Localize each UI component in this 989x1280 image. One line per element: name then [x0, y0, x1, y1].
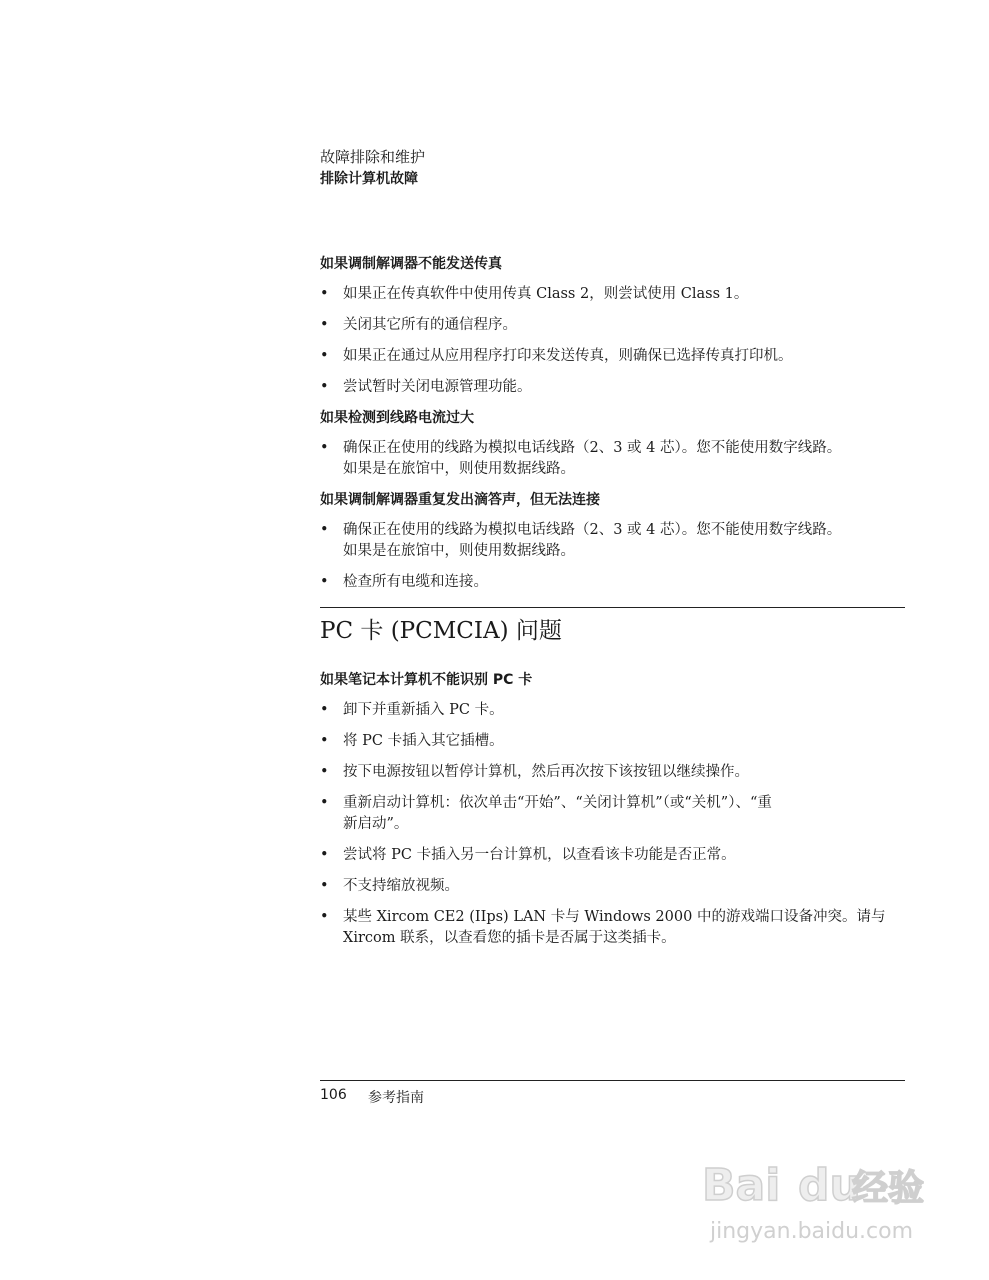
- running-header: [320, 146, 425, 190]
- bullet-item: [320, 315, 905, 336]
- bullet-item: [320, 731, 905, 752]
- bullet-dot-icon: •: [320, 348, 329, 364]
- bullet-text-line: Xircom 联系，以查看您的插卡是否属于这类插卡。: [343, 930, 676, 946]
- bullet-text-line: 尝试暂时关闭电源管理功能。: [343, 379, 532, 395]
- bullet-item: [320, 907, 905, 949]
- bullet-text-line: 如果正在通过从应用程序打印来发送传真，则确保已选择传真打印机。: [343, 348, 793, 364]
- bullet-item: [320, 845, 905, 866]
- section-subtitle: 排除计算机故障: [320, 171, 418, 187]
- bullet-dot-icon: •: [320, 764, 329, 780]
- page-footer: [320, 1080, 905, 1106]
- bullet-text-line: 如果是在旅馆中，则使用数据线路。: [343, 543, 575, 559]
- bullet-dot-icon: •: [320, 733, 329, 749]
- bullet-dot-icon: •: [320, 847, 329, 863]
- bullet-dot-icon: •: [320, 878, 329, 894]
- bullet-text-line: 如果是在旅馆中，则使用数据线路。: [343, 461, 575, 477]
- bullet-text-line: 检查所有电缆和连接。: [343, 574, 488, 590]
- chapter-title: 故障排除和维护: [320, 148, 426, 166]
- bullet-dot-icon: •: [320, 317, 329, 333]
- bullet-item: [320, 438, 905, 480]
- bullet-item: [320, 520, 905, 562]
- bullet-dot-icon: •: [320, 702, 329, 718]
- bullet-list: [320, 284, 905, 398]
- bullet-text-line: 确保正在使用的线路为模拟电话线路（2、3 或 4 芯）。您不能使用数字线路。: [343, 522, 842, 538]
- pc-card-heading: 如果笔记本计算机不能识别 PC 卡: [320, 672, 533, 688]
- pc-card-bullet-list: [320, 700, 905, 949]
- bullet-text-line: 不支持缩放视频。: [343, 878, 459, 894]
- section-heading: 如果调制解调器重复发出滴答声，但无法连接: [320, 492, 600, 508]
- bullet-text-line: 重新启动计算机：依次单击“开始”、“关闭计算机”（或“关机”）、“重: [343, 795, 772, 811]
- bullet-text-line: 如果正在传真软件中使用传真 Class 2，则尝试使用 Class 1。: [343, 286, 749, 302]
- section-heading: 如果调制解调器不能发送传真: [320, 256, 502, 272]
- troubleshoot-section: [320, 408, 905, 480]
- bullet-text-line: 新启动”。: [343, 816, 409, 832]
- watermark-brand: Bai: [702, 1160, 781, 1211]
- bullet-text-line: 按下电源按钮以暂停计算机，然后再次按下该按钮以继续操作。: [343, 764, 749, 780]
- bullet-text-line: 某些 Xircom CE2 (IIps) LAN 卡与 Windows 2000 中的游戏端口设备冲突。请与: [343, 909, 886, 925]
- footer-label: 参考指南: [368, 1090, 424, 1106]
- bullet-item: [320, 284, 905, 305]
- bullet-item: [320, 377, 905, 398]
- bullet-item: [320, 762, 905, 783]
- bullet-text-line: 卸下并重新插入 PC 卡。: [343, 702, 504, 718]
- modem-sections: [320, 254, 905, 593]
- pc-card-section-title: PC 卡 (PCMCIA) 问题: [320, 607, 905, 646]
- bullet-item: [320, 876, 905, 897]
- troubleshoot-section: [320, 490, 905, 593]
- bullet-item: [320, 346, 905, 367]
- bullet-dot-icon: •: [320, 286, 329, 302]
- bullet-text-line: 关闭其它所有的通信程序。: [343, 317, 517, 333]
- bullet-text-line: 确保正在使用的线路为模拟电话线路（2、3 或 4 芯）。您不能使用数字线路。: [343, 440, 842, 456]
- bullet-dot-icon: •: [320, 522, 329, 538]
- bullet-list: [320, 438, 905, 480]
- troubleshoot-section: [320, 254, 905, 398]
- bullet-list: [320, 520, 905, 593]
- bullet-dot-icon: •: [320, 795, 329, 811]
- watermark-brand-cn: 经验: [852, 1168, 925, 1209]
- page-number: 106: [320, 1087, 347, 1103]
- page-content: [320, 254, 905, 959]
- bullet-text-line: 尝试将 PC 卡插入另一台计算机，以查看该卡功能是否正常。: [343, 847, 736, 863]
- section-heading: 如果检测到线路电流过大: [320, 410, 474, 426]
- watermark-url: jingyan.baidu.com: [710, 1219, 914, 1244]
- bullet-text-line: 将 PC 卡插入其它插槽。: [343, 733, 504, 749]
- bullet-item: [320, 572, 905, 593]
- bullet-dot-icon: •: [320, 440, 329, 456]
- baidu-jingyan-watermark: [700, 1140, 940, 1250]
- bullet-dot-icon: •: [320, 909, 329, 925]
- watermark-brand2: du: [798, 1160, 861, 1211]
- bullet-item: [320, 700, 905, 721]
- bullet-dot-icon: •: [320, 379, 329, 395]
- bullet-item: [320, 793, 905, 835]
- bullet-dot-icon: •: [320, 574, 329, 590]
